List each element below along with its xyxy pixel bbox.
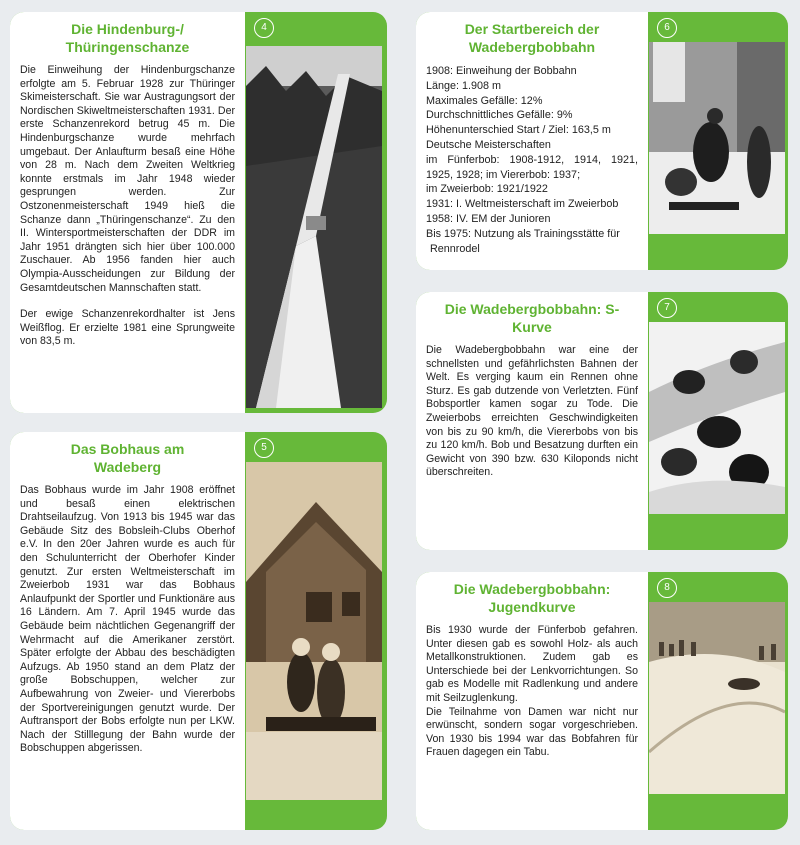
card-paragraph: Die Teilnahme von Damen war nicht nur erwünscht, sondern sogar vorgeschrieben. Von 1930 bis 1994 war das Bobfahren für Frauen dagegen ein Tabu. [426,705,638,759]
card-text-panel [10,432,245,830]
card-hindenburgschanze [10,12,387,413]
card-number-badge: 4 [254,18,274,38]
card-text-panel [416,292,648,550]
card-paragraph: Das Bobhaus wurde im Jahr 1908 eröffnet und besaß einen elektrischen Drahtseilaufzug. Von 1913 bis 1945 war das Gebäude Sitz des Bobsleih-Clubs Oberhof e.V. In den 20er Jahren wurde es auch für den Schulunterricht der Oberhofer Kinder genutzt. Zur ersten Weltmeisterschaft im Zweierbob 1931 war das Bobhaus Anlaufpunkt der Sportler und Funktionäre aus 16 Ländern. Am 7. April 1945 wurde das Gebäude beim nächtlichen Gegenangriff der Wehrmacht auf die Amerikaner zerstört. Später erfolgte der Abbau des beschädigten Aufzugs. Ab 1950 stand an dem Platz der große Bobschuppen, welcher zur Aufbewahrung von Zweier- und Viererbobs der Sportvereinigungen genutzt wurde. Der Auftransport der Bobs erfolgte nun per LKW. Nach der Stilllegung der Bahn wurde der Bobschuppen abgerissen. [20,484,235,755]
jugendkurve-photo [649,602,785,794]
card-paragraph: Die Wadebergbobbahn war eine der schnellsten und gefährlichsten Bahnen der Welt. Es verging kaum ein Rennen ohne Sturz. Es gab dutzende von Verletzten. Fünf Bobsportler kamen sogar zu Tode. Die Zweierbobs erreichten Geschwindigkeiten von bis zu 90 km/h, die Viererbobs von bis zu 120 km/h. Bob und Besatzung durften ein Gewicht von 390 bzw. 630 Kiloponds nicht überschreiten. [426,344,638,479]
fact-line: im Fünferbob: 1908-1912, 1914, 1921, 1925, 1928; im Viererbob: 1937; [426,153,638,181]
fact-line: Bis 1975: Nutzung als Trainingsstätte für [426,227,620,240]
bobhaus-photo [246,462,382,800]
fact-line: im Zweierbob: 1921/1922 [426,183,548,196]
card-text-panel [416,572,648,830]
start-area-photo [649,42,785,234]
card-number-badge: 8 [657,578,677,598]
card-number-badge: 7 [657,298,677,318]
card-number-badge: 6 [657,18,677,38]
card-body [426,344,638,480]
card-title: Die Hindenburg-/ Thüringenschanze [65,21,190,55]
fact-line: Länge: 1.908 m [426,79,502,92]
s-curve-photo [649,322,785,514]
card-body [426,624,638,760]
card-body [20,484,235,756]
card-text-panel [416,12,648,270]
card-startbereich [416,12,788,270]
ski-jump-photo [246,46,382,408]
card-paragraph: Der ewige Schanzenrekordhalter ist Jens Weißflog. Er erzielte 1981 eine Sprungweite von 83,5 m. [20,308,235,348]
card-number-badge: 5 [254,438,274,458]
card-s-kurve [416,292,788,550]
fact-line: 1908: Einweihung der Bobbahn [426,65,577,77]
card-body [20,64,235,349]
fact-line: 1958: IV. EM der Junioren [426,212,551,225]
card-title: Das Bobhaus am Wadeberg [70,441,185,475]
fact-line: Deutsche Meisterschaften [426,138,551,151]
card-paragraph: Die Einweihung der Hindenburgschanze erfolgte am 5. Februar 1928 zur Thüringer Skimeisterschaft. Sie war Austragungsort der Nordischen Skiweltmeisterschaften 1931. Der erste Schanzenrekord betrug 45 m. Die Hindenburgschanze wurde mehrfach umgebaut. Der Anlaufturm besaß eine Höhe von 28 m. Nach dem Zweiten Weltkrieg konnte erstmals im Jahr 1948 wieder gesprungen werden. Zur Ostzonenmeisterschaft 1949 hieß die Schanze dann „Thüringenschanze“. Zu den II. Wintersportmeisterschaften der DDR im Jahr 1951 drängten sich hier über 100.000 Zuschauer. Ab 1956 fanden hier auch Olympia-Ausscheidungen zur Bildung der Gesamtdeutschen Mannschaften statt. [20,64,235,294]
card-text-panel [10,12,245,413]
fact-line: Maximales Gefälle: 12% [426,94,543,107]
fact-line: 1931: I. Weltmeisterschaft im Zweierbob [426,198,619,211]
card-paragraph: Bis 1930 wurde der Fünferbob gefahren. Unter diesen gab es sowohl Holz- als auch Metallkonstruktionen. Zudem gab es Unterschiede bei der Lenkvorrichtungen. So gab es Modelle mit Radlenkung und andere mit Seilzuglenkung. [426,624,638,704]
card-fact-list [426,64,638,256]
fact-line: Rennrodel [430,242,480,255]
card-title: Die Wadebergbobbahn: Jugendkurve [453,581,611,615]
card-jugendkurve [416,572,788,830]
card-title: Die Wadebergbobbahn: S-Kurve [444,301,620,335]
fact-line: Höhenunterschied Start / Ziel: 163,5 m [426,124,611,137]
fact-line: Durchschnittliches Gefälle: 9% [426,109,573,122]
card-bobhaus [10,432,387,830]
card-title: Der Startbereich der Wadebergbobbahn [464,21,600,55]
